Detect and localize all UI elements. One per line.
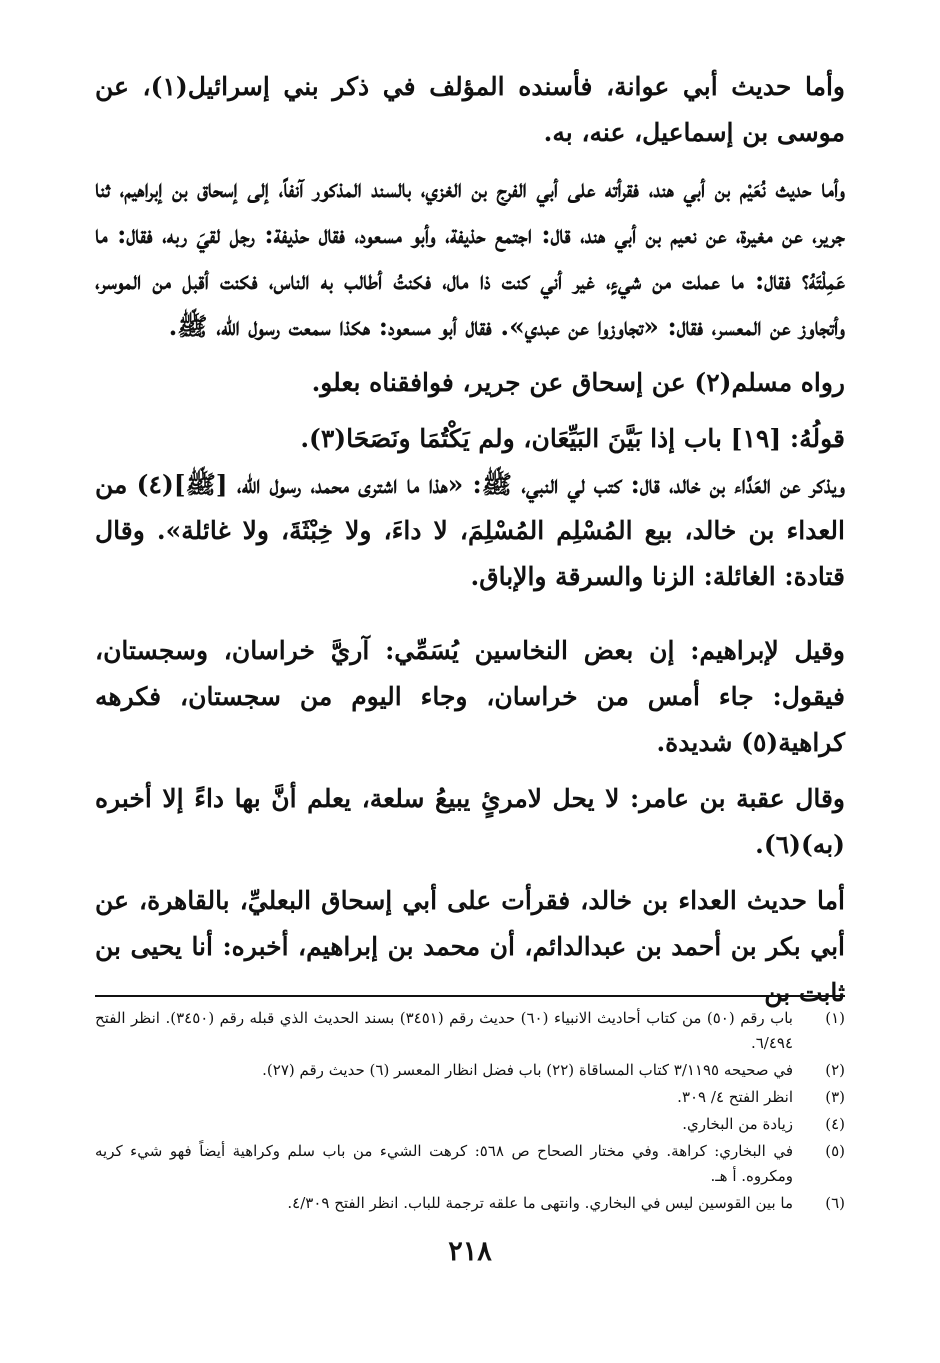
footnote-divider xyxy=(95,995,845,997)
footnote-item xyxy=(95,1139,845,1189)
footnote-text: ما بين القوسين ليس في البخاري. وانتهى ما علقه ترجمة للباب. انظر الفتح ٤/٣٠٩. xyxy=(287,1194,793,1212)
page-number: ٢١٨ xyxy=(448,1236,492,1267)
footnotes xyxy=(95,1006,845,1218)
footnote-number: (٢) xyxy=(825,1061,845,1079)
paragraph-nuaym-hadith: وأما حديث نُعَيْم بن أبي هند، فقرأته على أبي الفرج بن الغزي، بالسند المذكور آنفاً، إلى إسحاق بن إبراهيم، ثنا جرير، عن مغيرة، عن نعيم بن أبي هند، قال: اجتمع حذيفة، وأبو مسعود، فقال حذيفة: رجل لقيَ ربه، فقال: ما عَمِلْتَهُ؟ فقال: ما عملت من شيءٍ، غير أني كنت ذا مال، فكنتُ أطالب به الناس، فكنت أقبل من الموسر، وأتجاوز عن المعسر، فقال: «تجاوزوا عن عبدي». فقال أبو مسعود: هكذا سمعت رسول الله، ﷺ. xyxy=(95,174,845,341)
paragraph-chapter-heading: قولُهُ: [١٩] باب إذا بَيَّنَ البَيِّعَان، ولم يَكْتُمَا ونَصَحَا(٣). xyxy=(300,424,845,453)
footnote-text: زيادة من البخاري. xyxy=(682,1115,793,1133)
paragraph-ibrahim: وقيل لإبراهيم: إن بعض النخاسين يُسَمِّي: آريَّ خراسان، وسجستان، فيقول: جاء أمس من خراسان، وجاء اليوم من سجستان، فكرهه كراهية(٥) شديدة. xyxy=(95,636,845,757)
footnote-number: (٦) xyxy=(825,1194,845,1212)
footnote-number: (٣) xyxy=(825,1088,845,1106)
footnote-number: (١) xyxy=(825,1009,845,1027)
footnote-item xyxy=(95,1006,845,1056)
paragraph-adda-isnad: أما حديث العداء بن خالد، فقرأت على أبي إسحاق البعليِّ، بالقاهرة، عن أبي بكر بن أحمد بن عبدالدائم، أن محمد بن إبراهيم، أخبره: أنا يحيى بن ثابت بن xyxy=(95,886,845,1007)
footnote-item xyxy=(95,1085,845,1110)
paragraph-uqba: وقال عقبة بن عامر: لا يحل لامرئٍ يبيعُ سلعة، يعلم أنَّ بها داءً إلا أخبره (به)(٦). xyxy=(95,784,845,859)
footnote-item xyxy=(95,1058,845,1083)
footnote-text: انظر الفتح ٤/ ٣٠٩. xyxy=(677,1088,793,1106)
footnote-item xyxy=(95,1112,845,1137)
footnote-number: (٥) xyxy=(825,1142,845,1160)
main-text xyxy=(95,64,845,1016)
footnote-text: في صحيحه ٣/١١٩٥ كتاب المساقاة (٢٢) باب فضل انظار المعسر (٦) حديث رقم (٢٧). xyxy=(262,1061,793,1079)
footnote-number: (٤) xyxy=(825,1115,845,1133)
footnote-item xyxy=(95,1191,845,1216)
footnote-text: في البخاري: كراهة. وفي مختار الصحاح ص ٥٦٨: كرهت الشيء من باب سلم وكراهية أيضاً فهو شيء كريه ومكروه. أ هـ. xyxy=(95,1142,794,1185)
paragraph-abu-awana: وأما حديث أبي عوانة، فأسنده المؤلف في ذكر بني إسرائيل(١)، عن موسى بن إسماعيل، عنه، به. xyxy=(95,72,845,147)
paragraph-adda-hadith: ويذكر عن العَدَّاء بن خالد، قال: كتب لي النبي، ﷺ: «هذا ما اشترى محمد، رسول الله، [ﷺ](٤) من العداء بن خالد، بيع المُسْلِم المُسْلِمَ، لا داءَ، ولا خِبْثَةَ، ولا غائلة». وقال قتادة: الغائلة: الزنا والسرقة والإباق. xyxy=(95,470,845,591)
footnote-text: باب رقم (٥٠) من كتاب أحاديث الانبياء (٦٠) حديث رقم (٣٤٥١) بسند الحديث الذي قبله رقم (٣٤٥٠). انظر الفتح ٦/٤٩٤. xyxy=(95,1009,793,1052)
paragraph-muslim-narration: رواه مسلم(٢) عن إسحاق عن جرير، فوافقناه بعلو. xyxy=(311,368,845,397)
